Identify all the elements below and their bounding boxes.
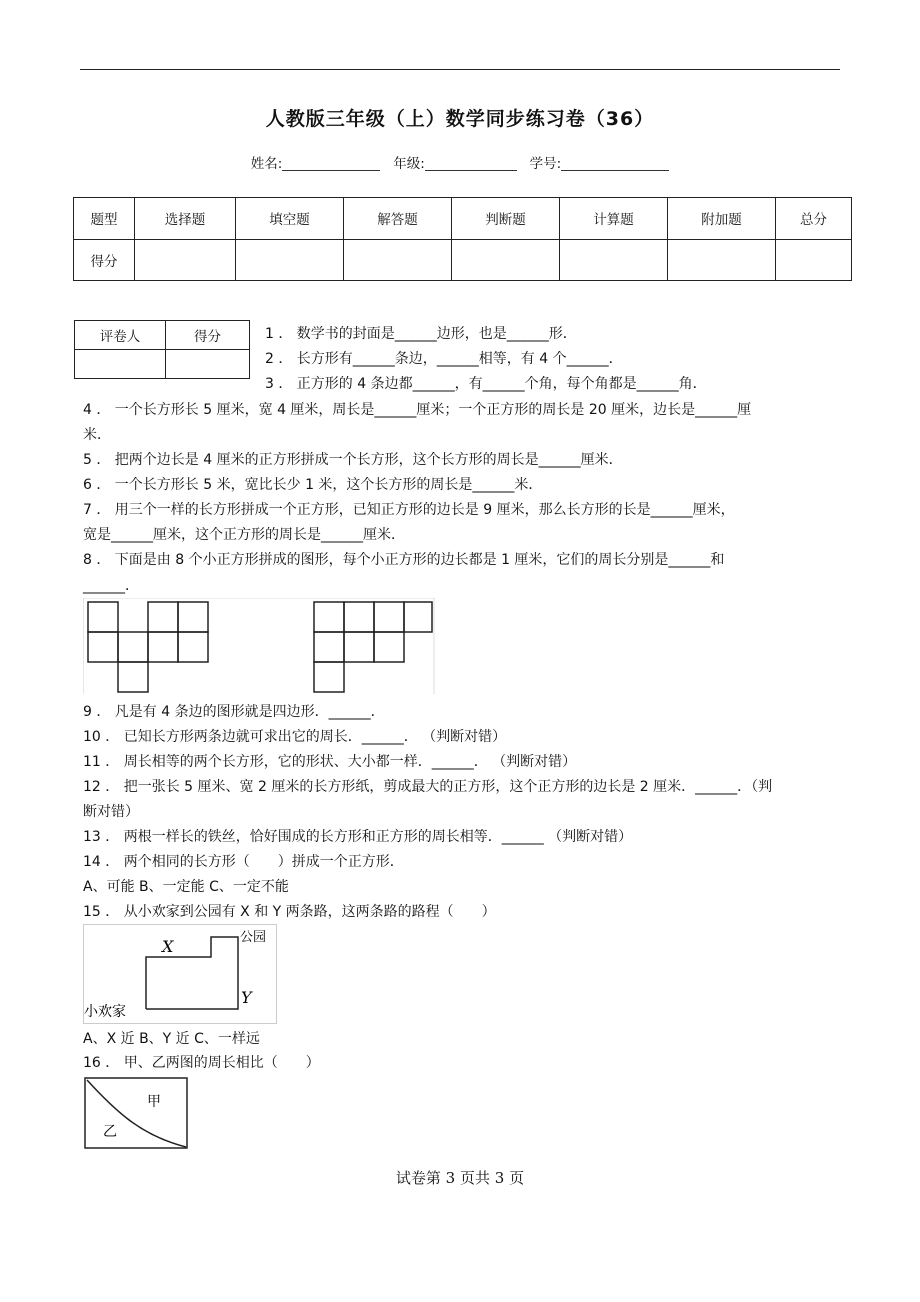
q16-figure xyxy=(83,1076,189,1150)
grader-score-label: 得分 xyxy=(166,321,250,350)
q16-dividing-curve xyxy=(87,1080,186,1147)
grader-score-cell[interactable] xyxy=(166,350,250,379)
question-15-options: A、X 近 B、Y 近 C、一样远 xyxy=(83,1031,260,1047)
question-4: 4 ． 一个长方形长 5 厘米，宽 4 厘米，周长是______厘米；一个正方形的周长是 20 厘米，边长是______厘 xyxy=(83,402,752,418)
score-header-cell: 计算题 xyxy=(560,198,668,240)
q8-shape-right xyxy=(314,602,432,692)
question-16: 16 ． 甲、乙两图的周长相比（ ） xyxy=(83,1055,320,1071)
score-cell[interactable] xyxy=(452,239,560,281)
question-6: 6 ． 一个长方形长 5 米，宽比长少 1 米，这个长方形的周长是______米． xyxy=(83,477,543,493)
score-header-cell: 选择题 xyxy=(135,198,236,240)
question-12: 12 ． 把一张长 5 厘米、宽 2 厘米的长方形纸，剪成最大的正方形，这个正方形的边长是 2 厘米．______．（判 xyxy=(83,779,773,795)
score-cell[interactable] xyxy=(668,239,776,281)
score-header-cell: 附加题 xyxy=(668,198,776,240)
jia-label: 甲 xyxy=(147,1094,161,1110)
question-10: 10 ． 已知长方形两条边就可求出它的周长．______． （判断对错） xyxy=(83,729,507,745)
question-5: 5 ． 把两个边长是 4 厘米的正方形拼成一个长方形，这个长方形的周长是______厘米． xyxy=(83,452,623,468)
grader-name-cell[interactable] xyxy=(75,350,166,379)
score-cell[interactable] xyxy=(560,239,668,281)
route-x-label: X xyxy=(162,937,174,956)
id-blank[interactable] xyxy=(561,156,669,171)
question-7: 7 ． 用三个一样的长方形拼成一个正方形，已知正方形的边长是 9 厘米，那么长方形的长是______厘米， xyxy=(83,502,735,518)
score-value-row xyxy=(74,239,852,281)
name-blank[interactable] xyxy=(282,156,380,171)
score-header-cell: 总分 xyxy=(776,198,852,240)
score-table xyxy=(73,197,852,281)
q15-route-outline xyxy=(146,937,238,1009)
q8-shape-left xyxy=(88,602,208,692)
score-cell[interactable] xyxy=(776,239,852,281)
page-footer: 试卷第 3 页共 3 页 xyxy=(395,1169,525,1187)
score-header-cell: 填空题 xyxy=(236,198,344,240)
name-label: 姓名: xyxy=(250,156,283,172)
score-header-row xyxy=(74,198,852,240)
route-y-label: Y xyxy=(241,988,252,1007)
student-info xyxy=(0,152,920,172)
score-cell[interactable] xyxy=(135,239,236,281)
q8-figure xyxy=(83,598,435,694)
score-header-cell: 判断题 xyxy=(452,198,560,240)
question-4-cont: 米． xyxy=(83,427,111,443)
header-rule xyxy=(80,69,840,70)
question-11: 11 ． 周长相等的两个长方形，它的形状、大小都一样．______． （判断对错） xyxy=(83,754,577,770)
question-14: 14 ． 两个相同的长方形（ ）拼成一个正方形． xyxy=(83,854,404,870)
question-1: 1 ． 数学书的封面是______边形，也是______形． xyxy=(265,326,577,342)
grader-table xyxy=(74,320,250,379)
score-header-cell: 题型 xyxy=(74,198,135,240)
page-title: 人教版三年级（上）数学同步练习卷（36） xyxy=(265,108,655,130)
yi-label: 乙 xyxy=(103,1124,117,1140)
score-cell[interactable] xyxy=(236,239,344,281)
question-12-cont: 断对错） xyxy=(83,804,139,820)
question-2: 2 ． 长方形有______条边，______相等，有 4 个______． xyxy=(265,351,623,367)
home-label: 小欢家 xyxy=(84,1004,126,1020)
question-3: 3 ． 正方形的 4 条边都______，有______个角，每个角都是______角． xyxy=(265,376,707,392)
question-9: 9 ． 凡是有 4 条边的图形就是四边形．______． xyxy=(83,704,385,720)
question-8-cont: ______． xyxy=(83,578,139,594)
q15-figure xyxy=(83,924,277,1024)
grader-label: 评卷人 xyxy=(75,321,166,350)
question-13: 13 ． 两根一样长的铁丝，恰好围成的长方形和正方形的周长相等．______ （判断对错） xyxy=(83,829,633,845)
question-15: 15 ． 从小欢家到公园有 X 和 Y 两条路，这两条路的路程（ ） xyxy=(83,904,496,920)
grade-label: 年级: xyxy=(393,156,425,172)
score-cell[interactable] xyxy=(344,239,452,281)
score-row-label: 得分 xyxy=(74,239,135,281)
grade-blank[interactable] xyxy=(425,156,517,171)
id-label: 学号: xyxy=(529,156,562,172)
question-8: 8 ． 下面是由 8 个小正方形拼成的图形，每个小正方形的边长都是 1 厘米，它们的周长分别是______和 xyxy=(83,552,725,568)
question-14-options: A、可能 B、一定能 C、一定不能 xyxy=(83,879,289,895)
park-label: 公园 xyxy=(240,930,267,945)
score-header-cell: 解答题 xyxy=(344,198,452,240)
question-7-cont: 宽是______厘米，这个正方形的周长是______厘米． xyxy=(83,527,405,543)
